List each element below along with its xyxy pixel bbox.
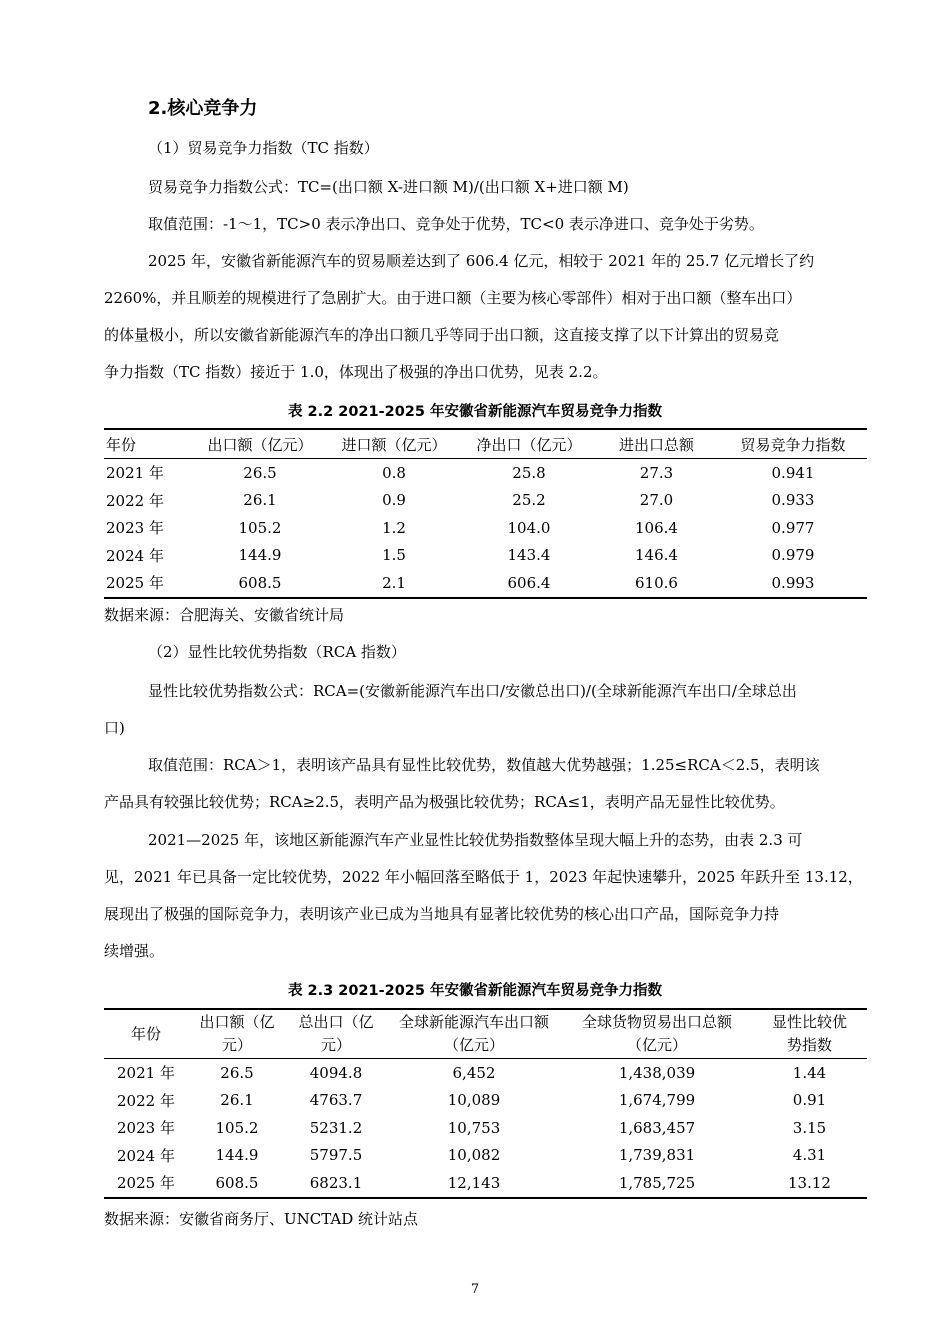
table-row [104, 1169, 867, 1198]
table-row [104, 1142, 867, 1170]
table-cell: 608.5 [215, 1173, 259, 1192]
tc-range: 取值范围：-1～1，TC>0 表示净出口、竞争处于优势，TC<0 表示净进口、竞争处于劣势。 [148, 215, 764, 233]
column-header: 年份 [104, 429, 196, 459]
table-cell: 10,082 [447, 1146, 501, 1165]
table-cell: 26.1 [220, 1091, 254, 1110]
table-cell: 26.1 [243, 491, 277, 510]
rca-paragraph-line: 续增强。 [104, 942, 165, 960]
table-cell: 0.993 [771, 573, 815, 592]
tc-paragraph-line: 2260%，并且顺差的规模进行了急剧扩大。由于进口额（主要为核心零部件）相对于出口额（整车出口） [104, 289, 802, 307]
section-heading: 2.核心竞争力 [148, 98, 258, 119]
page-number: 7 [470, 1282, 480, 1297]
table-row [104, 569, 867, 598]
table-cell: 105.2 [238, 518, 282, 537]
table-cell: 0.933 [771, 491, 815, 510]
rca-range-line: 产品具有较强比较优势；RCA≥2.5，表明产品为极强比较优势；RCA≤1，表明产品无显性比较优势。 [104, 793, 785, 811]
table-cell: 2025 年 [117, 1174, 175, 1193]
table-header-row [104, 1009, 867, 1059]
table-row [104, 1059, 867, 1087]
table-row [104, 1087, 867, 1115]
table-2-3-caption: 表 2.3 2021-2025 年安徽省新能源汽车贸易竞争力指数 [287, 983, 663, 999]
tc-subtitle: （1）贸易竞争力指数（TC 指数） [148, 139, 379, 157]
rca-paragraph-line: 展现出了极强的国际竞争力，表明该产业已成为当地具有显著比较优势的核心出口产品，国际竞争力持 [104, 905, 780, 923]
column-header-text: 元） [320, 1036, 351, 1054]
table-row [104, 459, 867, 487]
column-header: 出口额（亿元） [196, 429, 324, 459]
table-cell: 27.0 [639, 491, 674, 510]
tc-paragraph-line: 2025 年，安徽省新能源汽车的贸易顺差达到了 606.4 亿元，相较于 2021 年的 25.7 亿元增长了约 [148, 252, 815, 270]
column-header [104, 1009, 188, 1059]
column-header: 净出口（亿元） [464, 429, 594, 459]
column-header-text: （亿元） [443, 1036, 504, 1054]
rca-formula-line: 口) [104, 719, 125, 737]
column-header-text: （亿元） [626, 1036, 687, 1054]
table-cell: 3.15 [792, 1118, 827, 1137]
column-header-text: 出口额（亿 [199, 1013, 275, 1031]
table-cell: 143.4 [507, 546, 551, 565]
table-cell: 13.12 [788, 1173, 831, 1192]
table-cell: 10,089 [447, 1091, 501, 1110]
table-cell: 4763.7 [309, 1091, 363, 1110]
column-header-text: 势指数 [786, 1036, 832, 1054]
table-cell: 2024 年 [106, 546, 164, 565]
table-cell: 106.4 [635, 518, 678, 537]
table-cell: 2025 年 [106, 574, 164, 593]
column-header [562, 1009, 752, 1059]
table-row [104, 487, 867, 515]
table-cell: 2023 年 [106, 519, 164, 538]
column-header-text: 元） [221, 1036, 252, 1054]
table-cell: 5797.5 [309, 1146, 363, 1165]
table-cell: 1.2 [382, 518, 406, 537]
column-header-text: 总出口（亿 [298, 1013, 374, 1031]
column-header: 进口额（亿元） [324, 429, 464, 459]
table-cell: 2.1 [382, 573, 406, 592]
rca-paragraph-line: 见，2021 年已具备一定比较优势，2022 年小幅回落至略低于 1，2023 年起快速攀升，2025 年跃升至 13.12， [104, 868, 863, 886]
table-cell: 10,753 [447, 1118, 501, 1137]
table-cell: 144.9 [238, 546, 282, 565]
column-header-text: 全球新能源汽车出口额 [398, 1013, 549, 1031]
table-cell: 0.8 [382, 463, 406, 482]
table-cell: 104.0 [507, 518, 551, 537]
table-row [104, 514, 867, 542]
column-header [286, 1009, 386, 1059]
column-header: 贸易竞争力指数 [719, 429, 867, 459]
table-cell: 1,683,457 [618, 1118, 696, 1137]
table-header-row [104, 429, 867, 459]
table-cell: 2022 年 [117, 1091, 175, 1110]
tc-formula: 贸易竞争力指数公式：TC=(出口额 X-进口额 M)/(出口额 X+进口额 M) [148, 178, 629, 196]
table-cell: 0.91 [792, 1091, 827, 1110]
table-cell: 27.3 [639, 463, 674, 482]
table-cell: 5231.2 [309, 1118, 363, 1137]
table-cell: 606.4 [507, 573, 551, 592]
rca-formula-line: 显性比较优势指数公式：RCA=(安徽新能源汽车出口/安徽总出口)/(全球新能源汽车出口/全球总出 [148, 682, 797, 700]
table-cell: 6823.1 [309, 1173, 363, 1192]
table-cell: 2023 年 [117, 1119, 175, 1138]
table-cell: 1,739,831 [618, 1146, 696, 1165]
rca-paragraph-line: 2021—2025 年，该地区新能源汽车产业显性比较优势指数整体呈现大幅上升的态势，由表 2.3 可 [148, 831, 803, 849]
table-cell: 610.6 [635, 573, 678, 592]
table-cell: 144.9 [215, 1146, 259, 1165]
column-header: 进出口总额 [594, 429, 719, 459]
table-cell: 1,674,799 [618, 1091, 696, 1110]
table-cell: 0.941 [771, 463, 815, 482]
table-cell: 0.979 [771, 546, 815, 565]
table-cell: 1,438,039 [618, 1063, 696, 1082]
table-cell: 0.9 [382, 491, 406, 510]
column-header [752, 1009, 867, 1059]
table-cell: 1.5 [382, 546, 406, 565]
column-header [386, 1009, 562, 1059]
table-cell: 26.5 [220, 1063, 254, 1082]
table-cell: 4.31 [792, 1146, 827, 1165]
table-cell: 608.5 [238, 573, 282, 592]
table-cell: 2021 年 [106, 464, 164, 483]
tc-paragraph-line: 的体量极小，所以安徽省新能源汽车的净出口额几乎等同于出口额，这直接支撑了以下计算出的贸易竞 [104, 326, 780, 344]
table-cell: 0.977 [771, 518, 815, 537]
table-cell: 105.2 [215, 1118, 259, 1137]
table-2-2 [104, 428, 867, 599]
table-cell: 2022 年 [106, 491, 164, 510]
table-cell: 12,143 [447, 1173, 501, 1192]
table-cell: 1.44 [792, 1063, 827, 1082]
rca-range-line: 取值范围：RCA＞1，表明该产品具有显性比较优势，数值越大优势越强；1.25≤RCA＜2.5，表明该 [148, 756, 820, 774]
column-header [188, 1009, 286, 1059]
column-header-text: 显性比较优 [771, 1013, 847, 1031]
table-2-2-source: 数据来源：合肥海关、安徽省统计局 [104, 606, 345, 624]
table-cell: 25.8 [512, 463, 546, 482]
table-cell: 1,785,725 [618, 1173, 696, 1192]
table-2-3 [104, 1008, 867, 1199]
column-header-text: 年份 [130, 1024, 161, 1043]
rca-subtitle: （2）显性比较优势指数（RCA 指数） [148, 643, 406, 661]
table-cell: 4094.8 [309, 1063, 363, 1082]
table-row [104, 542, 867, 570]
table-cell: 2024 年 [117, 1146, 175, 1165]
column-header-text: 全球货物贸易出口总额 [581, 1013, 732, 1031]
table-2-2-caption: 表 2.2 2021-2025 年安徽省新能源汽车贸易竞争力指数 [287, 404, 663, 420]
table-2-3-source: 数据来源：安徽省商务厅、UNCTAD 统计站点 [104, 1210, 419, 1228]
table-cell: 6,452 [452, 1063, 496, 1082]
table-cell: 25.2 [512, 491, 546, 510]
table-cell: 146.4 [635, 546, 678, 565]
tc-paragraph-line: 争力指数（TC 指数）接近于 1.0，体现出了极强的净出口优势，见表 2.2。 [104, 363, 608, 381]
table-row [104, 1114, 867, 1142]
table-cell: 26.5 [243, 463, 277, 482]
table-cell: 2021 年 [117, 1064, 175, 1083]
